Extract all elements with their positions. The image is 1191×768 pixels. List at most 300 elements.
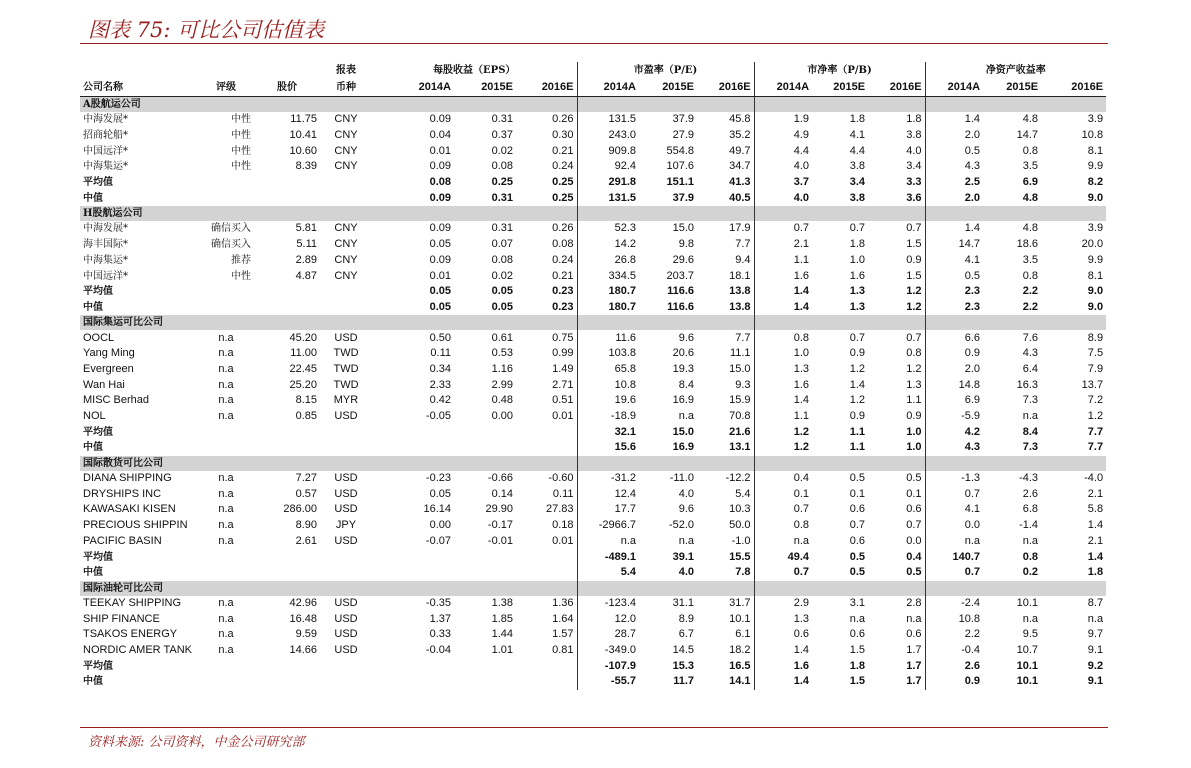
summary-value: 0.08 bbox=[429, 176, 451, 189]
summary-value: -107.9 bbox=[604, 659, 636, 672]
value-cell: 3.9 bbox=[1087, 113, 1104, 126]
price-cell: 14.66 bbox=[289, 643, 317, 656]
summary-value bbox=[516, 674, 577, 690]
value-cell: 0.21 bbox=[516, 268, 577, 284]
value-cell: 6.7 bbox=[678, 628, 694, 641]
price-cell: 10.60 bbox=[289, 144, 317, 157]
summary-value: 3.4 bbox=[849, 176, 866, 189]
year-header: 2016E bbox=[1041, 79, 1106, 97]
currency-cell: CNY bbox=[334, 269, 358, 282]
value-cell: n.a bbox=[964, 534, 981, 547]
rating-cell: n.a bbox=[218, 596, 234, 609]
empty-cell bbox=[254, 440, 320, 456]
summary-value: 37.9 bbox=[672, 191, 694, 204]
value-cell: 0.8 bbox=[793, 519, 810, 532]
summary-value: 2.0 bbox=[964, 191, 981, 204]
value-cell: 1.6 bbox=[793, 269, 810, 282]
value-cell: -31.2 bbox=[610, 472, 636, 485]
value-cell: 0.6 bbox=[868, 502, 925, 518]
summary-value: 15.5 bbox=[697, 549, 754, 565]
summary-label: 中值 bbox=[83, 567, 103, 579]
summary-value: -489.1 bbox=[604, 550, 636, 563]
section-header-cell bbox=[577, 315, 754, 330]
rating-cell: n.a bbox=[218, 503, 234, 516]
value-cell: 1.36 bbox=[516, 596, 577, 612]
value-cell: 0.7 bbox=[849, 222, 866, 235]
value-cell: -0.60 bbox=[516, 471, 577, 487]
value-cell: 31.1 bbox=[672, 596, 694, 609]
empty-cell bbox=[320, 284, 372, 300]
summary-value: 131.5 bbox=[608, 191, 636, 204]
value-cell: 2.8 bbox=[868, 596, 925, 612]
summary-value: 2.2 bbox=[1022, 285, 1039, 298]
summary-row bbox=[80, 565, 1106, 581]
value-cell: 31.7 bbox=[697, 596, 754, 612]
summary-value: 0.05 bbox=[491, 300, 513, 313]
value-cell: 0.26 bbox=[516, 112, 577, 128]
rating-cell: n.a bbox=[218, 487, 234, 500]
value-cell: 4.3 bbox=[1022, 347, 1039, 360]
table-body bbox=[80, 97, 1106, 690]
currency-cell: USD bbox=[334, 472, 358, 485]
value-cell: -11.0 bbox=[669, 472, 694, 485]
value-cell: 0.9 bbox=[964, 347, 981, 360]
value-cell: 10.1 bbox=[697, 611, 754, 627]
price-cell: 2.61 bbox=[295, 534, 317, 547]
value-cell: 2.1 bbox=[793, 238, 810, 251]
value-cell: 0.8 bbox=[1022, 144, 1039, 157]
empty-cell bbox=[254, 284, 320, 300]
value-cell: 2.0 bbox=[964, 362, 981, 375]
table-row bbox=[80, 502, 1106, 518]
value-cell: n.a bbox=[868, 611, 925, 627]
currency-cell: TWD bbox=[333, 362, 359, 375]
value-cell: 7.6 bbox=[1022, 331, 1039, 344]
value-cell: 9.6 bbox=[678, 331, 694, 344]
section-header-cell bbox=[754, 315, 925, 330]
summary-value: 4.2 bbox=[964, 425, 981, 438]
value-cell: 15.0 bbox=[672, 222, 694, 235]
company-name: Yang Ming bbox=[83, 347, 135, 360]
summary-value: 9.0 bbox=[1087, 300, 1104, 313]
rating-cell: n.a bbox=[218, 362, 234, 375]
company-name: NORDIC AMER TANK bbox=[83, 643, 192, 656]
pb-group-header: 市净率（P/B) bbox=[754, 62, 925, 79]
summary-value: 0.7 bbox=[964, 566, 981, 579]
value-cell: 4.4 bbox=[793, 144, 810, 157]
rating-cell: n.a bbox=[218, 331, 234, 344]
rating-cell: 中性 bbox=[231, 114, 251, 126]
summary-value: 0.31 bbox=[491, 191, 513, 204]
price-cell: 4.87 bbox=[295, 269, 317, 282]
value-cell: 92.4 bbox=[614, 160, 636, 173]
year-header: 2015E bbox=[812, 79, 868, 97]
summary-value: 1.4 bbox=[793, 285, 810, 298]
page-title: 图表 75: 可比公司估值表 bbox=[88, 18, 325, 42]
summary-value: 1.3 bbox=[849, 300, 866, 313]
summary-value: 0.25 bbox=[516, 175, 577, 191]
value-cell: 2.99 bbox=[491, 378, 513, 391]
summary-label: 中值 bbox=[83, 192, 103, 204]
value-cell: n.a bbox=[1022, 534, 1039, 547]
value-cell: 0.21 bbox=[516, 143, 577, 159]
rating-cell: n.a bbox=[218, 410, 234, 423]
value-cell: n.a bbox=[620, 534, 636, 547]
value-cell: 18.6 bbox=[1016, 238, 1039, 251]
value-cell: -12.2 bbox=[697, 471, 754, 487]
summary-value bbox=[516, 549, 577, 565]
value-cell: 3.5 bbox=[1022, 160, 1039, 173]
value-cell: 14.8 bbox=[958, 378, 981, 391]
value-cell: 34.7 bbox=[697, 159, 754, 175]
currency-cell: CNY bbox=[334, 144, 358, 157]
table-row bbox=[80, 486, 1106, 502]
price-cell: 5.11 bbox=[296, 238, 317, 251]
empty-cell bbox=[198, 658, 254, 674]
value-cell: 2.1 bbox=[1087, 534, 1104, 547]
value-cell: 9.8 bbox=[678, 238, 694, 251]
summary-value: 2.5 bbox=[964, 176, 981, 189]
value-cell: 16.14 bbox=[423, 503, 451, 516]
summary-value: 1.1 bbox=[849, 441, 866, 454]
summary-value: 0.9 bbox=[964, 675, 981, 688]
value-cell: 2.2 bbox=[964, 628, 981, 641]
value-cell: 0.8 bbox=[1022, 269, 1039, 282]
year-header: 2015E bbox=[454, 79, 516, 97]
value-cell: 0.0 bbox=[868, 534, 925, 550]
summary-value: 3.8 bbox=[849, 191, 866, 204]
value-cell: 16.9 bbox=[672, 394, 694, 407]
company-name: PRECIOUS SHIPPIN bbox=[83, 519, 188, 532]
value-cell: 0.09 bbox=[429, 160, 451, 173]
currency-header-bottom: 币种 bbox=[320, 79, 372, 97]
empty-cell bbox=[198, 284, 254, 300]
empty-cell bbox=[320, 190, 372, 206]
summary-value: 9.0 bbox=[1087, 191, 1104, 204]
company-name: 中海发展* bbox=[83, 223, 128, 235]
summary-value bbox=[516, 424, 577, 440]
value-cell: -0.04 bbox=[425, 643, 451, 656]
value-cell: 4.8 bbox=[1022, 113, 1039, 126]
table-row bbox=[80, 346, 1106, 362]
company-name: DIANA SHIPPING bbox=[83, 472, 172, 485]
summary-value: 2.3 bbox=[964, 285, 981, 298]
summary-value: 7.7 bbox=[1087, 441, 1104, 454]
value-cell: 29.6 bbox=[672, 253, 694, 266]
empty-cell bbox=[198, 440, 254, 456]
value-cell: 1.49 bbox=[516, 362, 577, 378]
empty-cell bbox=[254, 549, 320, 565]
header-row-1 bbox=[80, 62, 1106, 79]
value-cell: 27.83 bbox=[516, 502, 577, 518]
summary-value: 0.4 bbox=[868, 549, 925, 565]
currency-cell: CNY bbox=[334, 113, 358, 126]
summary-value: 116.6 bbox=[667, 285, 694, 298]
value-cell: 4.3 bbox=[964, 160, 981, 173]
value-cell: 1.38 bbox=[491, 596, 513, 609]
empty-cell bbox=[254, 674, 320, 690]
value-cell: n.a bbox=[678, 410, 694, 423]
valuation-table bbox=[80, 62, 1106, 690]
value-cell: 0.7 bbox=[964, 487, 981, 500]
value-cell: 1.4 bbox=[1087, 519, 1104, 532]
value-cell: n.a bbox=[793, 534, 810, 547]
currency-cell: USD bbox=[334, 503, 358, 516]
summary-value: 40.5 bbox=[697, 190, 754, 206]
value-cell: 19.3 bbox=[672, 362, 694, 375]
pe-group-header: 市盈率（P/E) bbox=[577, 62, 754, 79]
summary-value: 16.9 bbox=[672, 441, 694, 454]
section-header-cell bbox=[372, 97, 577, 113]
summary-value: -55.7 bbox=[610, 675, 636, 688]
value-cell: -1.3 bbox=[961, 472, 981, 485]
value-cell: 0.7 bbox=[793, 222, 810, 235]
summary-value: 3.3 bbox=[868, 175, 925, 191]
summary-value: 21.6 bbox=[697, 424, 754, 440]
company-name: 中国远洋* bbox=[83, 270, 128, 282]
value-cell: 0.09 bbox=[429, 113, 451, 126]
section-label: H股航运公司 bbox=[80, 206, 372, 221]
value-cell: 6.4 bbox=[1022, 362, 1039, 375]
summary-value: 1.4 bbox=[793, 300, 810, 313]
summary-value bbox=[372, 658, 454, 674]
value-cell: 1.2 bbox=[849, 362, 866, 375]
summary-value bbox=[454, 565, 516, 581]
summary-label: 平均值 bbox=[83, 551, 113, 563]
value-cell: 14.5 bbox=[672, 643, 694, 656]
summary-value: 2.3 bbox=[964, 300, 981, 313]
table-row bbox=[80, 534, 1106, 550]
price-cell: 8.15 bbox=[295, 394, 317, 407]
value-cell: -0.4 bbox=[961, 643, 981, 656]
company-name: Wan Hai bbox=[83, 378, 125, 391]
summary-value: 13.1 bbox=[697, 440, 754, 456]
value-cell: 0.99 bbox=[516, 346, 577, 362]
summary-value: 1.3 bbox=[849, 285, 866, 298]
summary-value: 49.4 bbox=[787, 550, 810, 563]
value-cell: 0.6 bbox=[868, 627, 925, 643]
value-cell: 12.0 bbox=[614, 612, 636, 625]
summary-value bbox=[516, 565, 577, 581]
summary-value: 1.0 bbox=[868, 440, 925, 456]
summary-value: 41.3 bbox=[697, 175, 754, 191]
rating-cell: n.a bbox=[218, 519, 234, 532]
price-cell: 11.75 bbox=[290, 113, 317, 126]
table-row bbox=[80, 362, 1106, 378]
value-cell: 0.8 bbox=[793, 331, 810, 344]
section-header-row bbox=[80, 581, 1106, 596]
rating-cell: n.a bbox=[218, 612, 234, 625]
summary-value: 1.8 bbox=[849, 659, 866, 672]
value-cell: 28.7 bbox=[614, 628, 636, 641]
company-name: 海丰国际* bbox=[83, 239, 128, 251]
rating-cell: n.a bbox=[218, 347, 234, 360]
currency-cell: CNY bbox=[334, 129, 358, 142]
summary-value: 1.7 bbox=[868, 674, 925, 690]
value-cell: 19.6 bbox=[614, 394, 636, 407]
summary-value: 16.5 bbox=[697, 658, 754, 674]
summary-value bbox=[454, 549, 516, 565]
currency-cell: USD bbox=[334, 628, 358, 641]
summary-value: 4.0 bbox=[678, 566, 694, 579]
price-cell: 7.27 bbox=[295, 472, 317, 485]
value-cell: 0.08 bbox=[516, 237, 577, 253]
empty-cell bbox=[320, 549, 372, 565]
summary-value: 0.5 bbox=[868, 565, 925, 581]
value-cell: 1.5 bbox=[868, 268, 925, 284]
value-cell: 0.14 bbox=[491, 487, 513, 500]
value-cell: 0.09 bbox=[429, 222, 451, 235]
value-cell: n.a bbox=[1022, 410, 1039, 423]
value-cell: 70.8 bbox=[697, 409, 754, 425]
table-row bbox=[80, 268, 1106, 284]
price-cell: 16.48 bbox=[289, 612, 317, 625]
value-cell: 0.75 bbox=[516, 330, 577, 346]
value-cell: 1.8 bbox=[849, 113, 866, 126]
summary-value: 9.1 bbox=[1087, 675, 1104, 688]
summary-value: 3.6 bbox=[868, 190, 925, 206]
section-header-cell bbox=[372, 581, 577, 596]
table-row bbox=[80, 627, 1106, 643]
value-cell: 4.1 bbox=[964, 503, 981, 516]
value-cell: 0.07 bbox=[491, 238, 513, 251]
section-header-cell bbox=[577, 581, 754, 596]
value-cell: -123.4 bbox=[604, 596, 636, 609]
value-cell: 7.7 bbox=[697, 237, 754, 253]
empty-cell bbox=[254, 190, 320, 206]
price-cell: 0.57 bbox=[295, 487, 317, 500]
value-cell: 1.6 bbox=[849, 269, 866, 282]
value-cell: -0.07 bbox=[425, 534, 451, 547]
summary-value: 15.3 bbox=[672, 659, 694, 672]
section-header-row bbox=[80, 456, 1106, 471]
value-cell: 4.8 bbox=[1022, 222, 1039, 235]
summary-value: 32.1 bbox=[614, 425, 636, 438]
table-row bbox=[80, 643, 1106, 659]
year-header: 2015E bbox=[639, 79, 697, 97]
value-cell: 0.42 bbox=[429, 394, 451, 407]
value-cell: 1.9 bbox=[793, 113, 810, 126]
summary-row bbox=[80, 424, 1106, 440]
empty-cell bbox=[320, 674, 372, 690]
value-cell: 1.3 bbox=[793, 612, 810, 625]
value-cell: 1.44 bbox=[491, 628, 513, 641]
summary-value: 0.05 bbox=[429, 285, 451, 298]
value-cell: 1.0 bbox=[849, 253, 866, 266]
currency-cell: MYR bbox=[333, 394, 359, 407]
section-label: A股航运公司 bbox=[80, 97, 372, 113]
summary-value: 6.9 bbox=[1022, 176, 1039, 189]
value-cell: 0.81 bbox=[516, 643, 577, 659]
value-cell: 0.24 bbox=[516, 159, 577, 175]
value-cell: 334.5 bbox=[608, 269, 636, 282]
empty-cell bbox=[254, 565, 320, 581]
table-row bbox=[80, 377, 1106, 393]
value-cell: 1.4 bbox=[793, 643, 810, 656]
value-cell: 3.8 bbox=[849, 160, 866, 173]
value-cell: 0.9 bbox=[849, 347, 866, 360]
value-cell: 0.37 bbox=[491, 129, 513, 142]
section-header-row bbox=[80, 97, 1106, 113]
value-cell: 1.37 bbox=[429, 612, 451, 625]
summary-value bbox=[372, 440, 454, 456]
table-row bbox=[80, 393, 1106, 409]
empty-cell bbox=[254, 658, 320, 674]
price-cell: 25.20 bbox=[289, 378, 317, 391]
value-cell: 2.9 bbox=[793, 596, 810, 609]
value-cell: -52.0 bbox=[668, 519, 694, 532]
value-cell: 0.7 bbox=[868, 221, 925, 237]
company-name: OOCL bbox=[83, 331, 115, 344]
summary-label: 中值 bbox=[83, 442, 103, 454]
empty-cell bbox=[320, 424, 372, 440]
value-cell: 1.5 bbox=[849, 643, 866, 656]
summary-value: 14.1 bbox=[697, 674, 754, 690]
summary-value: 0.09 bbox=[429, 191, 451, 204]
value-cell: -5.9 bbox=[961, 410, 981, 423]
value-cell: 0.4 bbox=[793, 472, 810, 485]
value-cell: 0.5 bbox=[868, 471, 925, 487]
summary-value: 3.7 bbox=[793, 176, 810, 189]
value-cell: -0.05 bbox=[425, 410, 451, 423]
summary-value: 7.3 bbox=[1022, 441, 1039, 454]
summary-value: 7.8 bbox=[697, 565, 754, 581]
value-cell: 0.31 bbox=[491, 113, 513, 126]
value-cell: -1.4 bbox=[1019, 519, 1039, 532]
value-cell: 0.7 bbox=[849, 519, 866, 532]
value-cell: 0.09 bbox=[429, 253, 451, 266]
summary-value: 1.4 bbox=[1087, 550, 1104, 563]
value-cell: 131.5 bbox=[608, 113, 636, 126]
value-cell: 1.2 bbox=[849, 394, 866, 407]
value-cell: 29.90 bbox=[485, 503, 513, 516]
summary-value: 0.7 bbox=[793, 566, 810, 579]
summary-value: 11.7 bbox=[673, 675, 694, 688]
value-cell: 13.7 bbox=[1081, 378, 1104, 391]
currency-cell: USD bbox=[334, 596, 358, 609]
value-cell: 4.0 bbox=[793, 160, 810, 173]
value-cell: 9.7 bbox=[1087, 628, 1104, 641]
summary-value: 5.4 bbox=[620, 566, 636, 579]
currency-header-top: 报表 bbox=[336, 65, 356, 76]
summary-row bbox=[80, 175, 1106, 191]
empty-cell bbox=[254, 424, 320, 440]
value-cell: -18.9 bbox=[610, 410, 636, 423]
value-cell: 18.2 bbox=[697, 643, 754, 659]
table-row bbox=[80, 611, 1106, 627]
summary-value: 0.5 bbox=[849, 566, 866, 579]
empty-cell bbox=[254, 300, 320, 316]
value-cell: 1.2 bbox=[1087, 410, 1104, 423]
value-cell: 7.7 bbox=[697, 330, 754, 346]
section-header-cell bbox=[925, 206, 1106, 221]
value-cell: 17.9 bbox=[697, 221, 754, 237]
summary-label: 平均值 bbox=[83, 660, 113, 672]
summary-value: 1.1 bbox=[849, 425, 866, 438]
value-cell: -0.17 bbox=[487, 519, 513, 532]
value-cell: 0.7 bbox=[849, 331, 866, 344]
section-header-cell bbox=[372, 315, 577, 330]
value-cell: 1.3 bbox=[793, 362, 810, 375]
table-row bbox=[80, 471, 1106, 487]
value-cell: 0.5 bbox=[964, 144, 981, 157]
summary-value bbox=[372, 424, 454, 440]
value-cell: 0.02 bbox=[491, 269, 513, 282]
section-header-cell bbox=[372, 206, 577, 221]
summary-value: 180.7 bbox=[608, 300, 636, 313]
value-cell: 1.5 bbox=[868, 237, 925, 253]
value-cell: 2.6 bbox=[1022, 487, 1039, 500]
